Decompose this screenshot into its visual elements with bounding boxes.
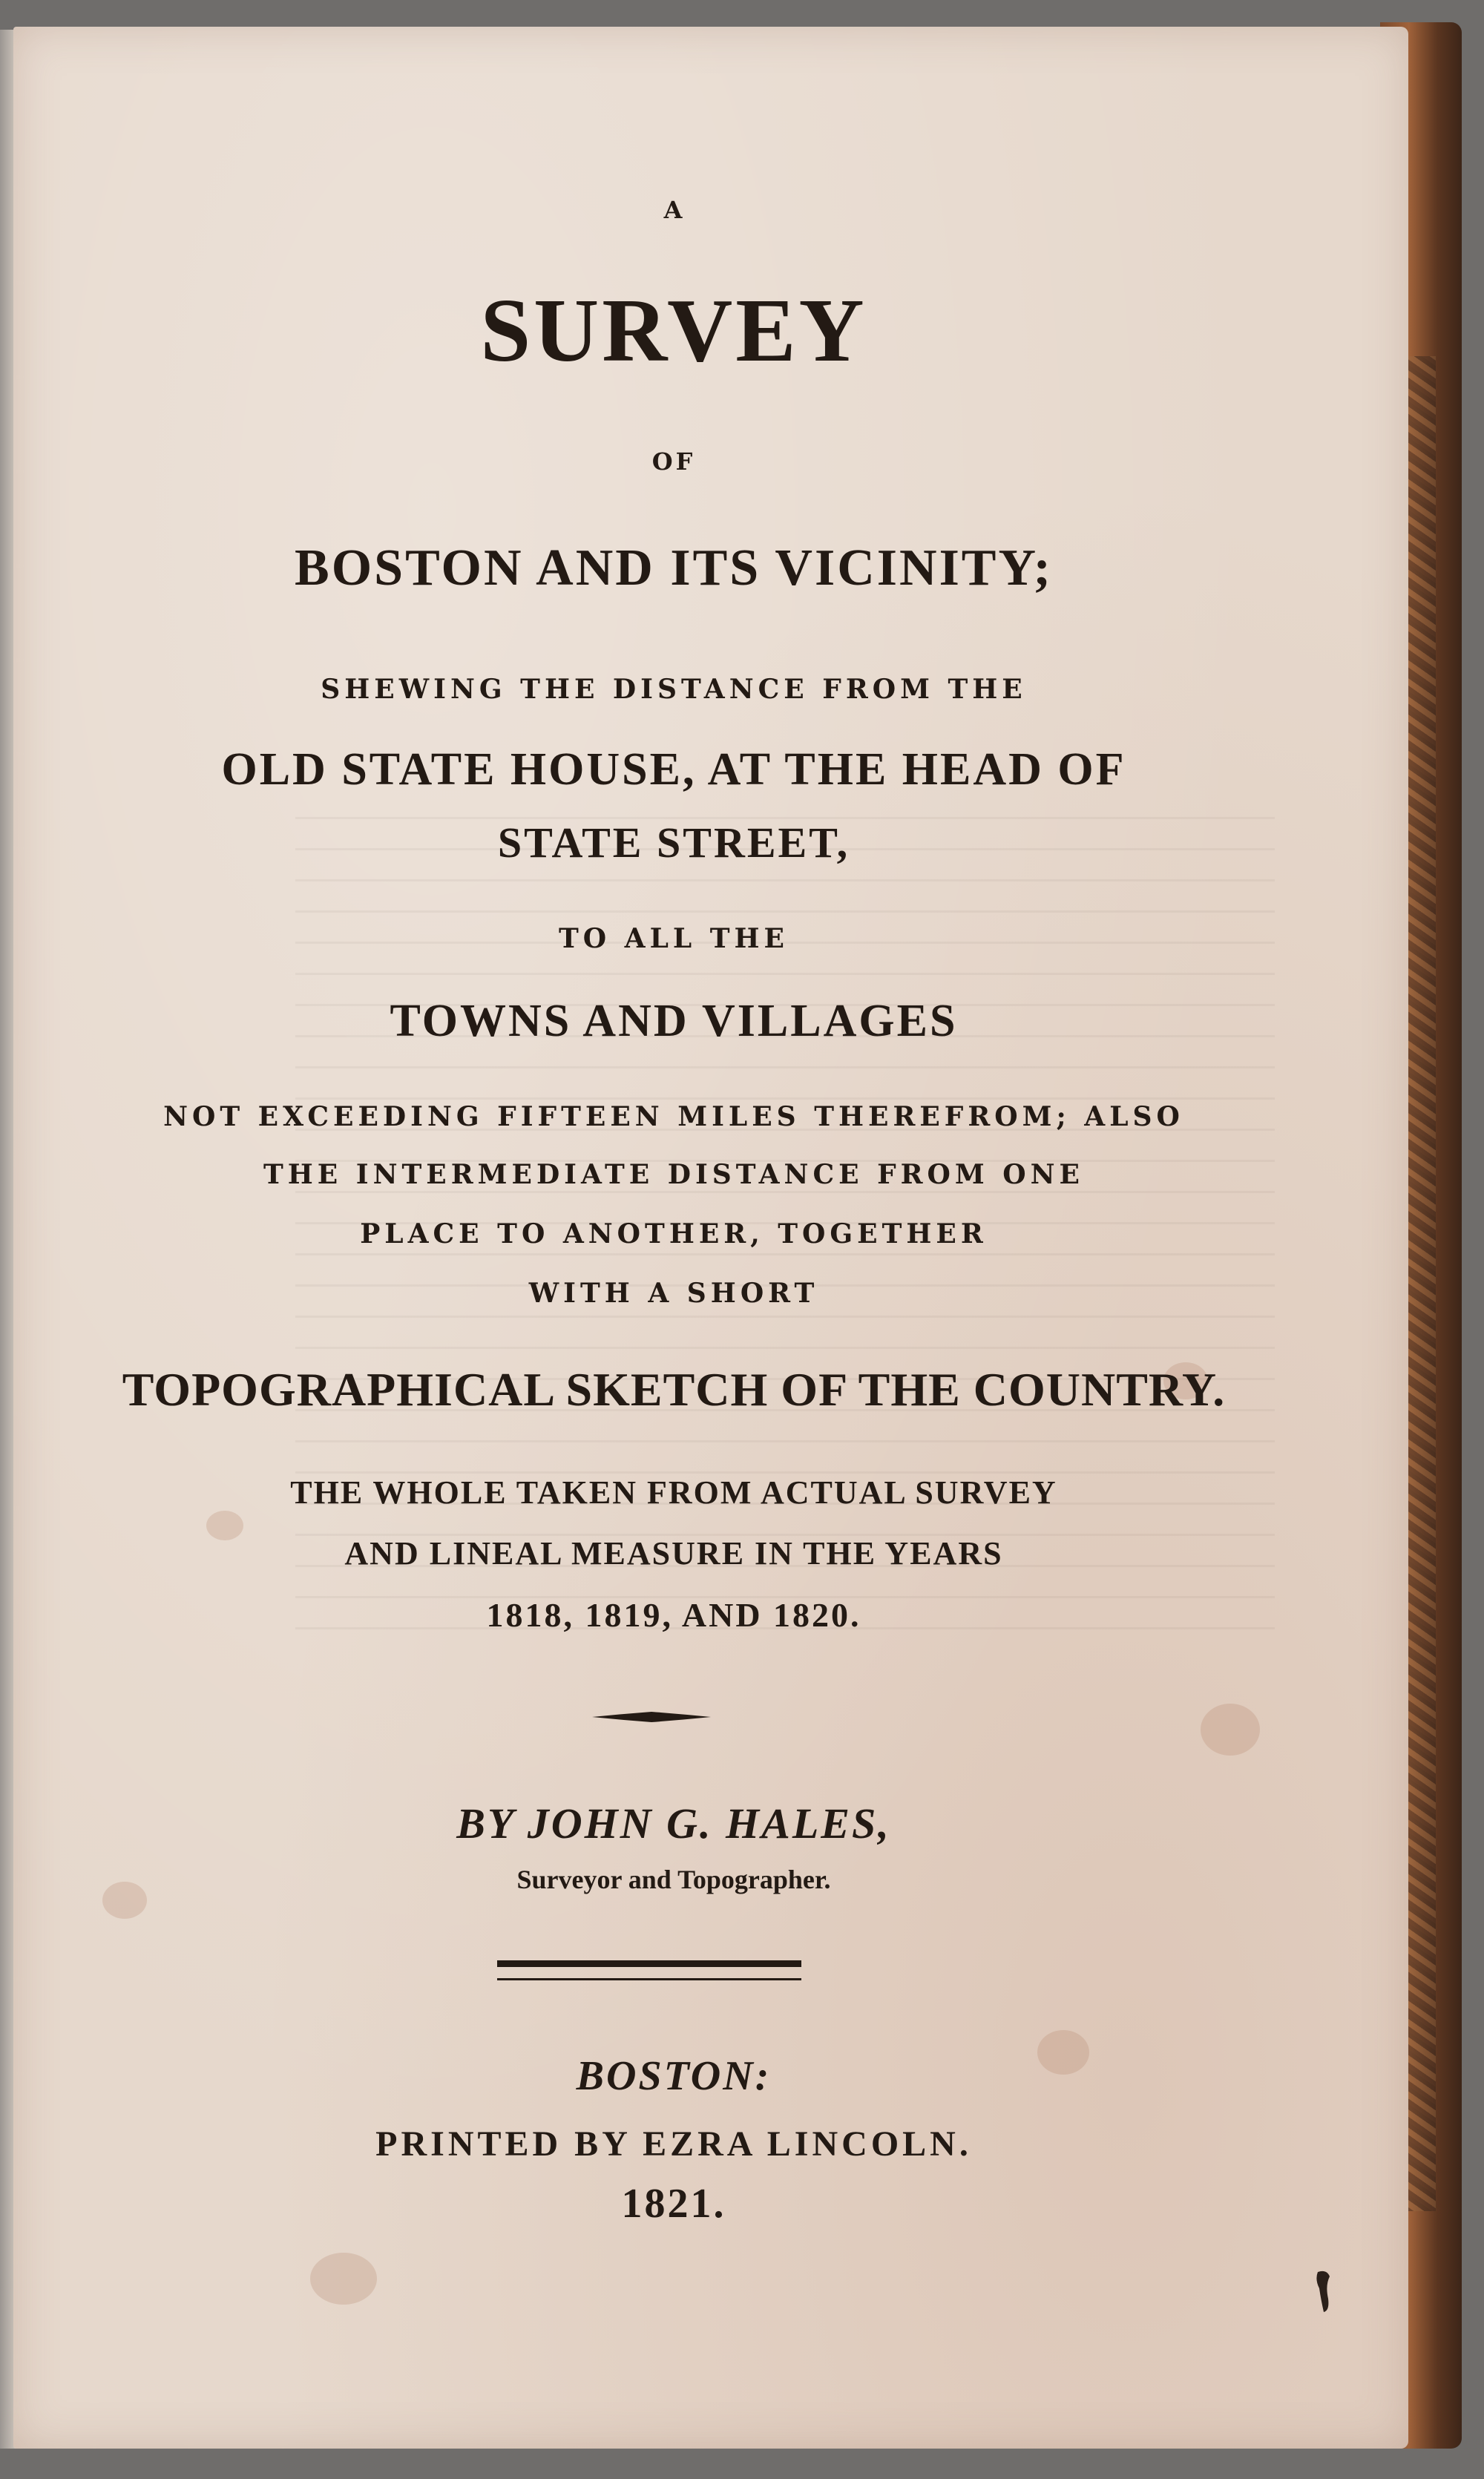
survey-note-line-2: AND LINEAL MEASURE IN THE YEARS (344, 1535, 1003, 1572)
title-of: OF (651, 447, 696, 476)
double-rule-thin (497, 1978, 801, 1980)
description-line-2: THE INTERMEDIATE DISTANCE FROM ONE (263, 1159, 1084, 1190)
subtitle-origin-line-1: OLD STATE HOUSE, AT THE HEAD OF (221, 744, 1126, 795)
title-article: A (663, 196, 684, 224)
author-line: BY JOHN G. HALES, (456, 1799, 891, 1848)
marbled-edge (1406, 356, 1436, 2211)
subtitle-to-all: TO ALL THE (558, 923, 789, 954)
subtitle-sketch: TOPOGRAPHICAL SKETCH OF THE COUNTRY. (122, 1363, 1226, 1416)
foxing-spot (310, 2253, 377, 2305)
subtitle-shewing: SHEWING THE DISTANCE FROM THE (321, 674, 1027, 705)
ornament-divider (592, 1710, 711, 1724)
description-line-4: WITH A SHORT (528, 1278, 819, 1309)
imprint-printer: PRINTED BY EZRA LINCOLN. (375, 2124, 972, 2164)
survey-years: 1818, 1819, AND 1820. (486, 1596, 861, 1634)
description-line-3: PLACE TO ANOTHER, TOGETHER (360, 1218, 988, 1250)
description-line-1: NOT EXCEEDING FIFTEEN MILES THEREFROM; ALSO (163, 1101, 1184, 1132)
subtitle-destinations: TOWNS AND VILLAGES (390, 996, 958, 1046)
imprint-place: BOSTON: (576, 2053, 772, 2099)
survey-note-line-1: THE WHOLE TAKEN FROM ACTUAL SURVEY (290, 1474, 1057, 1511)
title-page (13, 27, 1408, 2449)
imprint-year: 1821. (621, 2181, 726, 2227)
main-title: SURVEY (480, 280, 867, 381)
double-rule-thick (497, 1960, 801, 1967)
foxing-spot (1201, 1704, 1260, 1756)
subtitle-origin-line-2: STATE STREET, (497, 818, 850, 867)
author-role: Surveyor and Topographer. (516, 1865, 831, 1894)
title-subject: BOSTON AND ITS VICINITY; (295, 539, 1053, 597)
ink-speck (1313, 2269, 1333, 2314)
